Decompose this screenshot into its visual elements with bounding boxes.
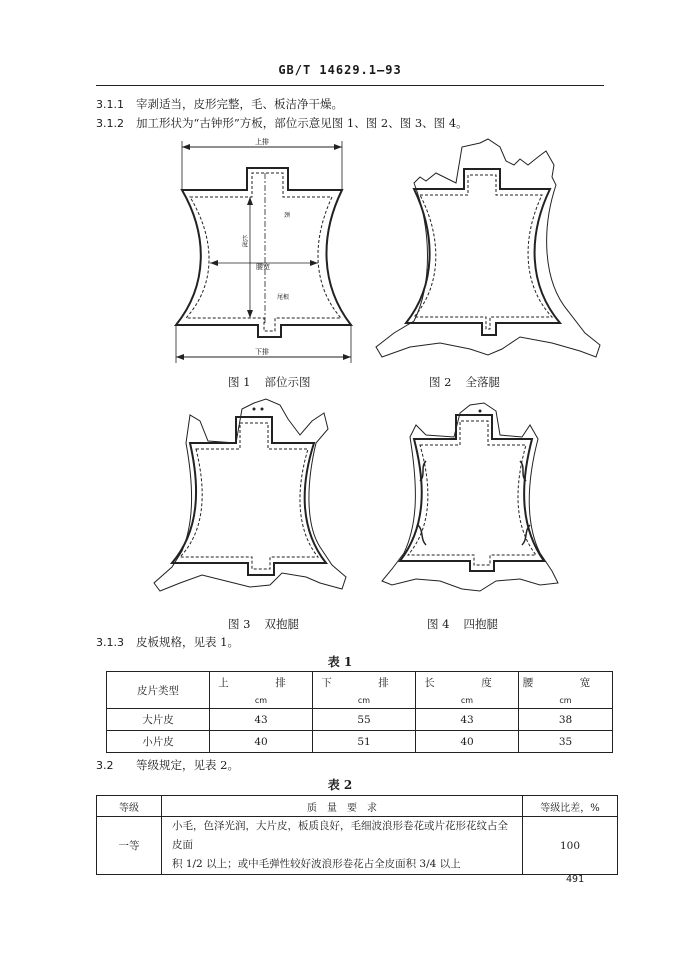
table-1-header-row: [107, 672, 613, 709]
table-1: [106, 671, 613, 753]
neck-label: 颈: [284, 212, 291, 219]
paragraph-number: 3.1.1: [96, 98, 124, 111]
paragraph-text: 宰剥适当，皮形完整，毛、板洁净干燥。: [136, 97, 343, 111]
bottom-edge-label: 下排: [255, 348, 269, 356]
paragraph-3-1-1: [96, 96, 343, 112]
table-row: 大片皮 43 55 43 38: [107, 709, 613, 731]
figure-4-caption-text: 四抱腿: [463, 617, 498, 631]
table-2-header-row: [97, 796, 618, 817]
table-row: 一等 小毛，色泽光润，大片皮，板质良好，毛细波浪形卷花或片花形花纹占全皮面 积 1/2 以上；或中毛弹性较好波浪形卷花占全皮面积 3/4 以上 100: [97, 817, 618, 875]
figure-1-caption-text: 部位示图: [264, 375, 311, 389]
table-2-col-requirement: 质 量 要 求: [162, 796, 523, 817]
figure-2-caption-label: 图 2: [429, 375, 452, 389]
table-1-col-length: 长 度 cm: [416, 672, 519, 709]
paragraph-number: 3.2: [96, 759, 114, 772]
waist-label: 腰宽: [256, 263, 270, 271]
paragraph-number: 3.1.2: [96, 117, 124, 130]
figure-3-caption: [228, 616, 299, 632]
top-edge-label: 上排: [255, 138, 269, 146]
page-header: GB/T 14629.1—93: [278, 63, 402, 77]
page-number: 491: [565, 874, 584, 885]
table-1-col-bottom: 下 排 cm: [313, 672, 416, 709]
figure-3-caption-text: 双抱腿: [264, 617, 299, 631]
table-1-col-top: 上 排 cm: [210, 672, 313, 709]
paragraph-3-1-2: [96, 115, 468, 131]
length-label: 长度: [240, 235, 248, 247]
figure-2-caption: [429, 374, 500, 390]
table-1-col-waist: 腰 宽 cm: [519, 672, 613, 709]
paragraph-3-2: [96, 757, 239, 773]
figure-4-caption-label: 图 4: [427, 617, 450, 631]
figure-4-four-legs: [370, 395, 580, 605]
paragraph-text: 皮板规格，见表 1。: [136, 635, 239, 649]
figure-4-caption: [427, 616, 498, 632]
paragraph-text: 加工形状为“古钟形”方板，部位示意见图 1、图 2、图 3、图 4。: [136, 116, 468, 130]
table-2-title: 表 2: [327, 778, 353, 792]
paragraph-text: 等级规定，见表 2。: [136, 758, 239, 772]
table-2-col-ratio: 等级比差，%: [523, 796, 618, 817]
tail-root-label: 尾根: [277, 294, 290, 301]
figure-2-full-legs: [370, 135, 610, 370]
figure-3-double-legs: [150, 395, 360, 605]
table-2-col-grade: 等级: [97, 796, 162, 817]
figure-2-caption-text: 全落腿: [465, 375, 500, 389]
table-1-col-type: 皮片类型: [107, 672, 210, 709]
figure-1-diagram: [170, 135, 370, 365]
figure-1-caption-label: 图 1: [228, 375, 251, 389]
figure-3-caption-label: 图 3: [228, 617, 251, 631]
figure-1-caption: [228, 374, 310, 390]
paragraph-number: 3.1.3: [96, 636, 124, 649]
paragraph-3-1-3: [96, 634, 239, 650]
table-2: [96, 795, 618, 875]
table-1-title: 表 1: [327, 655, 353, 669]
table-row: 小片皮 40 51 40 35: [107, 731, 613, 753]
header-rule: [96, 85, 604, 86]
